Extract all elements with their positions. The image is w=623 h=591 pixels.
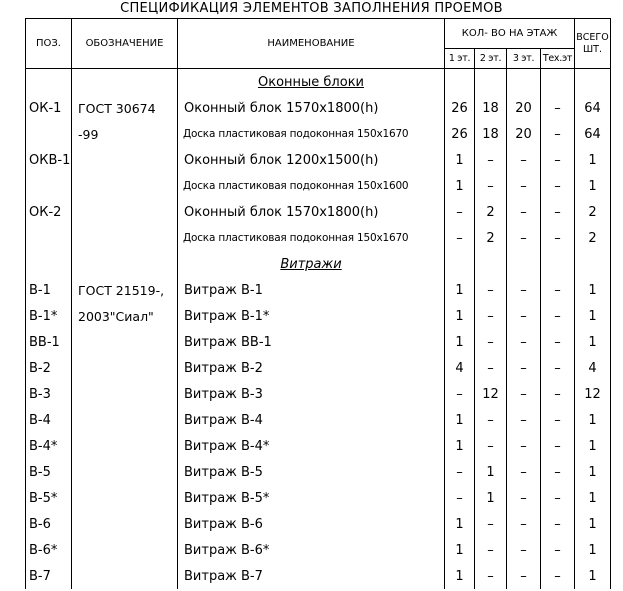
designation-cell: -99	[72, 121, 178, 147]
header-pos: ПОЗ.	[26, 19, 72, 69]
floor-tech-qty: –	[541, 303, 575, 329]
designation-cell	[72, 251, 178, 277]
floor-3-qty: –	[507, 277, 541, 303]
pos-cell: В-6*	[26, 537, 72, 563]
floor-1-qty: 1	[445, 147, 475, 173]
floor-2-qty: 18	[475, 121, 507, 147]
pos-cell: В-4*	[26, 433, 72, 459]
page-title: СПЕЦИФИКАЦИЯ ЭЛЕМЕНТОВ ЗАПОЛНЕНИЯ ПРОЕМОВ	[120, 1, 503, 16]
designation-cell	[72, 511, 178, 537]
table-row	[26, 95, 611, 121]
name-cell: Витраж В-6	[178, 511, 445, 537]
name-cell: Оконный блок 1200х1500(h)	[178, 147, 445, 173]
pos-cell	[26, 69, 72, 96]
designation-cell	[72, 563, 178, 589]
section-title: Оконные блоки	[257, 74, 364, 90]
pos-cell: В-1	[26, 277, 72, 303]
floor-tech-qty: –	[541, 199, 575, 225]
floor-3-qty: –	[507, 355, 541, 381]
pos-cell	[26, 251, 72, 277]
floor-3-cell	[507, 69, 541, 96]
name-cell: Витраж В-1	[178, 277, 445, 303]
table-row	[26, 485, 611, 511]
floor-3-qty: –	[507, 147, 541, 173]
name-cell: Витраж В-4*	[178, 433, 445, 459]
floor-tech-qty: –	[541, 173, 575, 199]
name-cell: Доска пластиковая подоконная 150х1670	[178, 121, 445, 147]
floor-tech-qty: –	[541, 433, 575, 459]
total-qty: 64	[575, 121, 611, 147]
floor-1-qty: 1	[445, 511, 475, 537]
floor-3-qty: 20	[507, 121, 541, 147]
floor-tech-qty: –	[541, 147, 575, 173]
designation-cell: 2003"Сиал"	[72, 303, 178, 329]
floor-1-qty: 1	[445, 173, 475, 199]
floor-2-qty: 2	[475, 225, 507, 251]
total-qty: 1	[575, 459, 611, 485]
floor-tech-cell	[541, 251, 575, 277]
floor-1-qty: 1	[445, 563, 475, 589]
table-row	[26, 225, 611, 251]
floor-2-qty: 1	[475, 485, 507, 511]
header-floor-1: 1 эт.	[445, 49, 475, 69]
floor-2-qty: –	[475, 563, 507, 589]
total-qty: 1	[575, 303, 611, 329]
floor-1-qty: –	[445, 199, 475, 225]
table-row	[26, 199, 611, 225]
name-cell: Доска пластиковая подоконная 150х1670	[178, 225, 445, 251]
floor-1-qty: –	[445, 381, 475, 407]
floor-tech-qty: –	[541, 459, 575, 485]
floor-3-qty: –	[507, 537, 541, 563]
floor-tech-qty: –	[541, 277, 575, 303]
pos-cell: В-3	[26, 381, 72, 407]
designation-cell	[72, 225, 178, 251]
table-row	[26, 277, 611, 303]
pos-cell: В-6	[26, 511, 72, 537]
floor-tech-qty: –	[541, 407, 575, 433]
name-cell: Оконный блок 1570х1800(h)	[178, 199, 445, 225]
floor-tech-qty: –	[541, 329, 575, 355]
floor-2-qty: –	[475, 329, 507, 355]
name-cell: Витраж В-4	[178, 407, 445, 433]
floor-1-qty: –	[445, 485, 475, 511]
floor-tech-cell	[541, 69, 575, 96]
header-total-line1: ВСЕГО	[576, 31, 609, 43]
header-floor-tech: Тех.эт	[541, 49, 575, 69]
floor-3-qty: –	[507, 433, 541, 459]
floor-3-cell	[507, 251, 541, 277]
specification-table	[25, 18, 611, 589]
table-row	[26, 303, 611, 329]
total-qty: 4	[575, 355, 611, 381]
header-floor-2: 2 эт.	[475, 49, 507, 69]
table-row	[26, 355, 611, 381]
table-row	[26, 563, 611, 589]
pos-cell: ОК-2	[26, 199, 72, 225]
header-designation: ОБОЗНАЧЕНИЕ	[72, 19, 178, 69]
total-qty: 1	[575, 173, 611, 199]
total-cell	[575, 251, 611, 277]
designation-cell	[72, 173, 178, 199]
table-row	[26, 459, 611, 485]
header-floor-3: 3 эт.	[507, 49, 541, 69]
header-total	[575, 19, 611, 69]
floor-tech-qty: –	[541, 225, 575, 251]
designation-cell	[72, 537, 178, 563]
total-qty: 1	[575, 563, 611, 589]
floor-1-qty: 1	[445, 303, 475, 329]
pos-cell: В-5	[26, 459, 72, 485]
floor-3-qty: –	[507, 407, 541, 433]
table-header	[26, 19, 611, 69]
section-title: Витражи	[280, 256, 342, 272]
floor-tech-qty: –	[541, 563, 575, 589]
designation-cell	[72, 147, 178, 173]
pos-cell: В-1*	[26, 303, 72, 329]
floor-3-qty: –	[507, 459, 541, 485]
pos-cell	[26, 121, 72, 147]
total-qty: 12	[575, 381, 611, 407]
designation-cell: ГОСТ 30674	[72, 95, 178, 121]
section-row	[26, 69, 611, 96]
floor-1-cell	[445, 69, 475, 96]
designation-cell	[72, 459, 178, 485]
floor-1-qty: 1	[445, 433, 475, 459]
floor-2-qty: –	[475, 277, 507, 303]
floor-3-qty: –	[507, 329, 541, 355]
designation-cell	[72, 355, 178, 381]
total-qty: 2	[575, 225, 611, 251]
floor-3-qty: –	[507, 511, 541, 537]
header-qty-per-floor: КОЛ- ВО НА ЭТАЖ	[445, 19, 575, 49]
designation-cell: ГОСТ 21519-,	[72, 277, 178, 303]
name-cell: Оконный блок 1570х1800(h)	[178, 95, 445, 121]
floor-2-qty: –	[475, 147, 507, 173]
total-qty: 1	[575, 329, 611, 355]
floor-2-qty: –	[475, 537, 507, 563]
floor-2-qty: 18	[475, 95, 507, 121]
total-qty: 1	[575, 485, 611, 511]
header-name: НАИМЕНОВАНИЕ	[178, 19, 445, 69]
name-cell: Витраж В-6*	[178, 537, 445, 563]
pos-cell: В-7	[26, 563, 72, 589]
floor-tech-qty: –	[541, 537, 575, 563]
total-cell	[575, 69, 611, 96]
designation-cell	[72, 485, 178, 511]
floor-tech-qty: –	[541, 121, 575, 147]
designation-cell	[72, 69, 178, 96]
name-cell: Витраж В-3	[178, 381, 445, 407]
table-body	[26, 69, 611, 590]
name-cell: Витраж В-7	[178, 563, 445, 589]
floor-1-qty: 26	[445, 95, 475, 121]
name-cell: Витраж В-5	[178, 459, 445, 485]
section-title-cell	[178, 69, 445, 96]
floor-3-qty: –	[507, 381, 541, 407]
designation-cell	[72, 199, 178, 225]
floor-2-qty: 12	[475, 381, 507, 407]
table-row	[26, 173, 611, 199]
floor-1-qty: 1	[445, 407, 475, 433]
total-qty: 2	[575, 199, 611, 225]
floor-3-qty: –	[507, 303, 541, 329]
floor-2-qty: –	[475, 303, 507, 329]
floor-2-qty: –	[475, 173, 507, 199]
floor-2-qty: –	[475, 355, 507, 381]
designation-cell	[72, 407, 178, 433]
pos-cell: В-2	[26, 355, 72, 381]
floor-1-qty: –	[445, 225, 475, 251]
floor-1-qty: –	[445, 459, 475, 485]
floor-1-qty: 4	[445, 355, 475, 381]
floor-2-qty: 2	[475, 199, 507, 225]
table-row	[26, 147, 611, 173]
designation-cell	[72, 329, 178, 355]
name-cell: Витраж В-2	[178, 355, 445, 381]
floor-tech-qty: –	[541, 381, 575, 407]
floor-3-qty: –	[507, 173, 541, 199]
total-qty: 1	[575, 147, 611, 173]
floor-tech-qty: –	[541, 95, 575, 121]
pos-cell: ОК-1	[26, 95, 72, 121]
table-row	[26, 381, 611, 407]
pos-cell: ВВ-1	[26, 329, 72, 355]
floor-2-qty: –	[475, 433, 507, 459]
pos-cell: В-5*	[26, 485, 72, 511]
table-row	[26, 407, 611, 433]
table-row	[26, 433, 611, 459]
floor-3-qty: 20	[507, 95, 541, 121]
section-title-cell	[178, 251, 445, 277]
floor-tech-qty: –	[541, 355, 575, 381]
floor-2-cell	[475, 69, 507, 96]
total-qty: 1	[575, 407, 611, 433]
floor-1-qty: 1	[445, 329, 475, 355]
floor-2-qty: –	[475, 511, 507, 537]
total-qty: 1	[575, 537, 611, 563]
floor-2-qty: 1	[475, 459, 507, 485]
floor-3-qty: –	[507, 199, 541, 225]
designation-cell	[72, 381, 178, 407]
floor-1-qty: 1	[445, 277, 475, 303]
floor-2-qty: –	[475, 407, 507, 433]
pos-cell	[26, 225, 72, 251]
pos-cell: В-4	[26, 407, 72, 433]
table-row	[26, 537, 611, 563]
total-qty: 1	[575, 433, 611, 459]
floor-1-cell	[445, 251, 475, 277]
total-qty: 1	[575, 511, 611, 537]
pos-cell: ОКВ-1	[26, 147, 72, 173]
floor-1-qty: 1	[445, 537, 475, 563]
table-row	[26, 329, 611, 355]
floor-tech-qty: –	[541, 511, 575, 537]
designation-cell	[72, 433, 178, 459]
header-total-line2: ШТ.	[583, 43, 602, 55]
floor-2-cell	[475, 251, 507, 277]
name-cell: Витраж ВВ-1	[178, 329, 445, 355]
name-cell: Доска пластиковая подоконная 150х1600	[178, 173, 445, 199]
name-cell: Витраж В-5*	[178, 485, 445, 511]
floor-tech-qty: –	[541, 485, 575, 511]
table-row	[26, 511, 611, 537]
floor-3-qty: –	[507, 485, 541, 511]
table-row	[26, 121, 611, 147]
floor-3-qty: –	[507, 563, 541, 589]
floor-1-qty: 26	[445, 121, 475, 147]
name-cell: Витраж В-1*	[178, 303, 445, 329]
section-row	[26, 251, 611, 277]
floor-3-qty: –	[507, 225, 541, 251]
pos-cell	[26, 173, 72, 199]
total-qty: 1	[575, 277, 611, 303]
total-qty: 64	[575, 95, 611, 121]
